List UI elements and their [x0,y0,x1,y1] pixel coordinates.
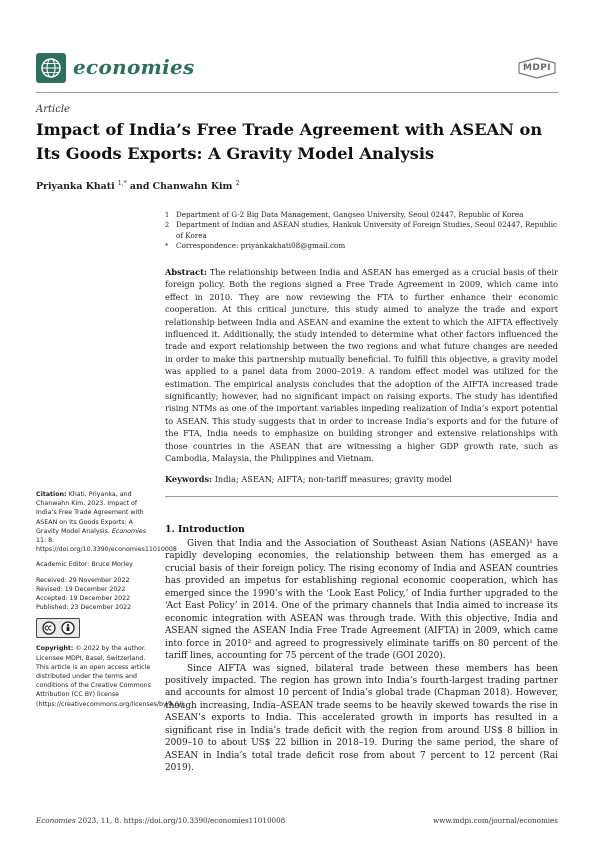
footer-doi[interactable]: 2023, 11, 8. https://doi.org/10.3390/economies11010008 [77,816,286,825]
affiliation-mark: 1 [165,211,170,219]
cc-circle-icon [42,621,56,635]
citation-journal: Economies [111,527,147,535]
author-affiliation-mark: 1,* [117,180,127,187]
copyright-block [36,644,186,708]
keywords [165,474,558,484]
journal-name: economies [73,55,195,79]
author-connector: and [129,181,150,193]
revised-date: Revised: 19 December 2022 [36,585,126,593]
author-list [36,180,240,192]
author-affiliation-mark: 2 [235,180,240,187]
abstract [165,266,558,465]
journal-logo-icon [40,57,62,79]
affiliations [165,210,558,252]
abstract-text: The relationship between India and ASEAN has emerged as a crucial basis of their foreign policy. Both the regions signed a Free Trade Agreement in 2009, which came into effect in 2010. They are now reviewing the FTA to further enhance their economic cooperation. At this critical juncture, this study aimed to analyze the trade and export relationship between India and ASEAN and examine the extent to which the AIFTA effectively influenced it. Additionally, the study intended to determine what other factors influenced the trade and export relationship between the two regions and what future changes are needed in order to make this partnership mutually beneficial. To fulfill this objective, a gravity model was applied to a panel data from 2000–2019. A random effect model was utilized for the estimation. The empirical analysis concludes that the adoption of the AIFTA increased trade significantly; however, had no significant impact on raising exports. The study has identified rising NTMs as one of the important variables impeding realization of India’s export potential to ASEAN. This study suggests that in order to increase India’s exports and for the future of the FTA, India needs to emphasize on building stronger and extensive relationships with those countries in the ASEAN that are witnessing a higher GDP growth rate, such as Cambodia, Malaysia, the Philippines and Vietnam. [165,267,558,464]
citation-block [36,490,177,554]
person-icon [61,621,75,635]
journal-logo [36,53,66,83]
paper-title: Impact of India’s Free Trade Agreement with ASEAN on Its Goods Exports: A Gravity Model Analysis [36,120,543,163]
affiliation-item [165,241,558,251]
publisher-logo [517,57,557,79]
affiliation-item [165,210,558,220]
body-paragraph: Given that India and the Association of Southeast Asian Nations (ASEAN)¹ have rapidly developing economies, the relationship between them has emerged as a crucial basis of their foreign policy. The rising economy of India and ASEAN countries has provided an impetus for establishing regional economic cooperation, which has emerged since the 1990’s with the ‘Look East Policy,’ of India further upgraded to the ‘Act East Policy’ in 2014. One of the primary channels that India aimed to increase its economic integration with ASEAN was through trade. With this objective, India and ASEAN signed the ASEAN India Free Trade Agreement (AIFTA) in 2009, which came into force in 2010² and agreed to progressively eliminate tariffs on 80 percent of the tariff lines, accounting for 75 percent of the trade (GOI 2020). [165,539,558,662]
citation-label: Citation: [36,491,67,498]
header-divider [36,92,558,93]
accepted-date: Accepted: 19 December 2022 [36,595,131,603]
section-body [165,538,558,775]
copyright-text: © 2022 by the author. Licensee MDPI, Basel, Switzerland. This article is an open access article distributed under the terms and conditions of the Creative Commons Attribution (CC BY) license (https://creativecommons.org/licenses/by/4.0/). [36,645,186,708]
affiliation-mark: 2 [165,221,170,230]
author-name[interactable]: Priyanka Khati [36,181,115,193]
citation-doi[interactable]: 11: 8. https://doi.org/10.3390/economies11010008 [36,537,177,554]
received-date: Received: 29 November 2022 [36,576,130,584]
affiliation-mark: * [165,242,169,251]
footer-url[interactable]: www.mdpi.com/journal/economies [433,816,558,825]
affiliation-text: Department of G-2 Big Data Management, Gangseo University, Seoul 02447, Republic of Korea [176,210,524,219]
author-name[interactable]: Chanwahn Kim [152,181,233,193]
correspondence-email[interactable]: Correspondence: priyankakhati08@gmail.com [176,241,346,251]
affiliation-text: Department of Indian and ASEAN studies, Hankuk University of Foreign Studies, Seoul 02447, Republic of Korea [176,220,558,240]
dates-block [36,576,154,613]
footer-journal: Economies [36,816,76,825]
article-type: Article [36,104,70,115]
footer-citation [36,816,285,825]
published-date: Published: 23 December 2022 [36,604,132,612]
cc-by-license-icon[interactable] [36,618,80,638]
affiliation-item [165,220,558,241]
article-info-sidebar [36,490,186,715]
keywords-text: India; ASEAN; AIFTA; non-tariff measures; gravity model [214,474,452,484]
abstract-label: Abstract: [165,267,207,277]
body-paragraph: Since AIFTA was signed, bilateral trade between these members has been positively impacted. The region has grown into India’s fourth-largest trading partner and accounts for almost 10 percent of India’s global trade (Chapman 2018). However, though increasing, India–ASEAN trade seems to be heavily skewed towards the rise in ASEAN’s exports to India. This accelerated growth in imports has resulted in a significant rise in India’s trade deficit with the region from around US$ 8 billion in 2009–10 to about US$ 22 billion in 2018–19. During the same period, the share of ASEAN in India’s total trade deficit rose from about 7 percent to 12 percent (Rai 2019). [165,663,558,774]
citation-text: Khati, Priyanka, and Chanwahn Kim. 2023. Impact of India’s Free Trade Agreement with ASEAN on Its Goods Exports: A Gravity Model Analysis. [36,491,144,535]
academic-editor: Academic Editor: Bruce Morley [36,561,133,569]
keywords-label: Keywords: [165,474,213,484]
publisher-name: MDPI [523,63,551,73]
section-heading: 1. Introduction [165,524,245,535]
copyright-label: Copyright: [36,645,74,653]
abstract-divider [165,496,558,497]
